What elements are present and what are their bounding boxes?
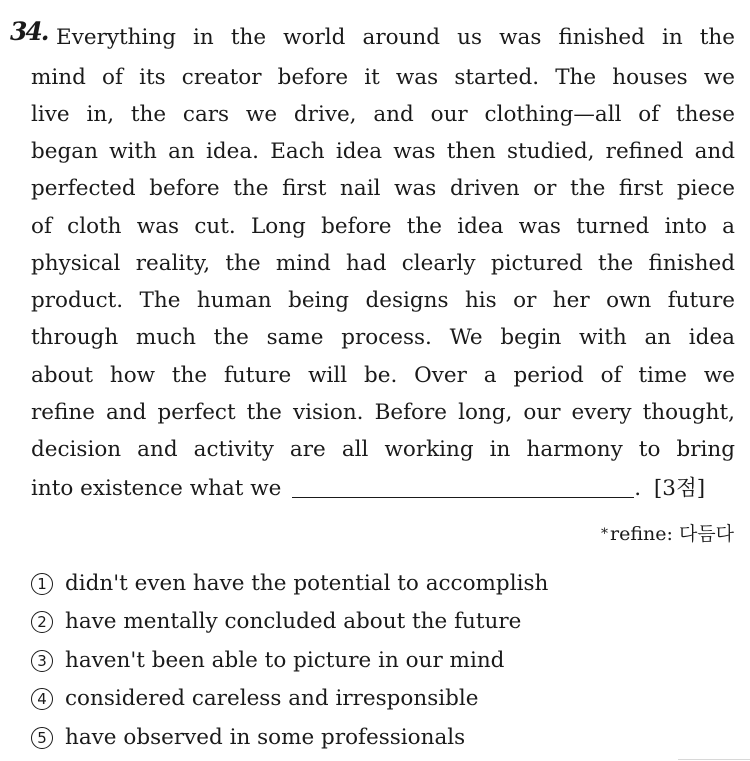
- option-4[interactable]: [31, 688, 478, 710]
- option-2[interactable]: [31, 611, 521, 633]
- option-5[interactable]: [31, 727, 465, 749]
- passage-last-line: [31, 477, 735, 500]
- footnote: [601, 525, 734, 544]
- option-1[interactable]: [31, 573, 548, 595]
- option-marker: 5: [31, 727, 53, 749]
- footnote-meaning: 다듬다: [678, 523, 734, 545]
- option-marker: 3: [31, 650, 53, 672]
- option-3[interactable]: [31, 650, 504, 672]
- footnote-term: refine:: [610, 523, 673, 545]
- option-text: didn't even have the potential to accomplish: [65, 571, 549, 596]
- passage-line: refine and perfect the vision. Before long, our every thought,: [31, 400, 735, 425]
- passage-line: mind of its creator before it was started. The houses we: [31, 65, 735, 90]
- footnote-mark: *: [601, 526, 608, 542]
- passage-end-period: .: [634, 476, 642, 501]
- answer-blank: [292, 477, 634, 498]
- option-text: have observed in some professionals: [65, 725, 466, 750]
- passage-line: physical reality, the mind had clearly pictured the finished: [31, 251, 735, 276]
- passage-line: live in, the cars we drive, and our clothing—all of these: [31, 102, 735, 127]
- passage-line: about how the future will be. Over a period of time we: [31, 363, 735, 388]
- option-marker: 4: [31, 688, 53, 710]
- question-number: 34.: [10, 17, 48, 46]
- option-marker: 2: [31, 611, 53, 633]
- passage-line: through much the same process. We begin with an idea: [31, 325, 735, 350]
- passage-line: Everything in the world around us was finished in the: [56, 25, 735, 50]
- page-edge-line: [678, 759, 750, 760]
- option-text: considered careless and irresponsible: [65, 686, 479, 711]
- passage-line: perfected before the first nail was driven or the first piece: [31, 176, 735, 201]
- score-label: [3점]: [653, 476, 706, 501]
- option-text: haven't been able to picture in our mind: [65, 648, 505, 673]
- option-text: have mentally concluded about the future: [65, 609, 522, 634]
- passage-last-text: into existence what we: [31, 476, 282, 501]
- passage-line: product. The human being designs his or her own future: [31, 288, 735, 313]
- passage-line: of cloth was cut. Long before the idea was turned into a: [31, 214, 735, 239]
- option-marker: 1: [31, 573, 53, 595]
- passage-line: began with an idea. Each idea was then studied, refined and: [31, 139, 735, 164]
- passage-line: decision and activity are all working in harmony to bring: [31, 437, 735, 462]
